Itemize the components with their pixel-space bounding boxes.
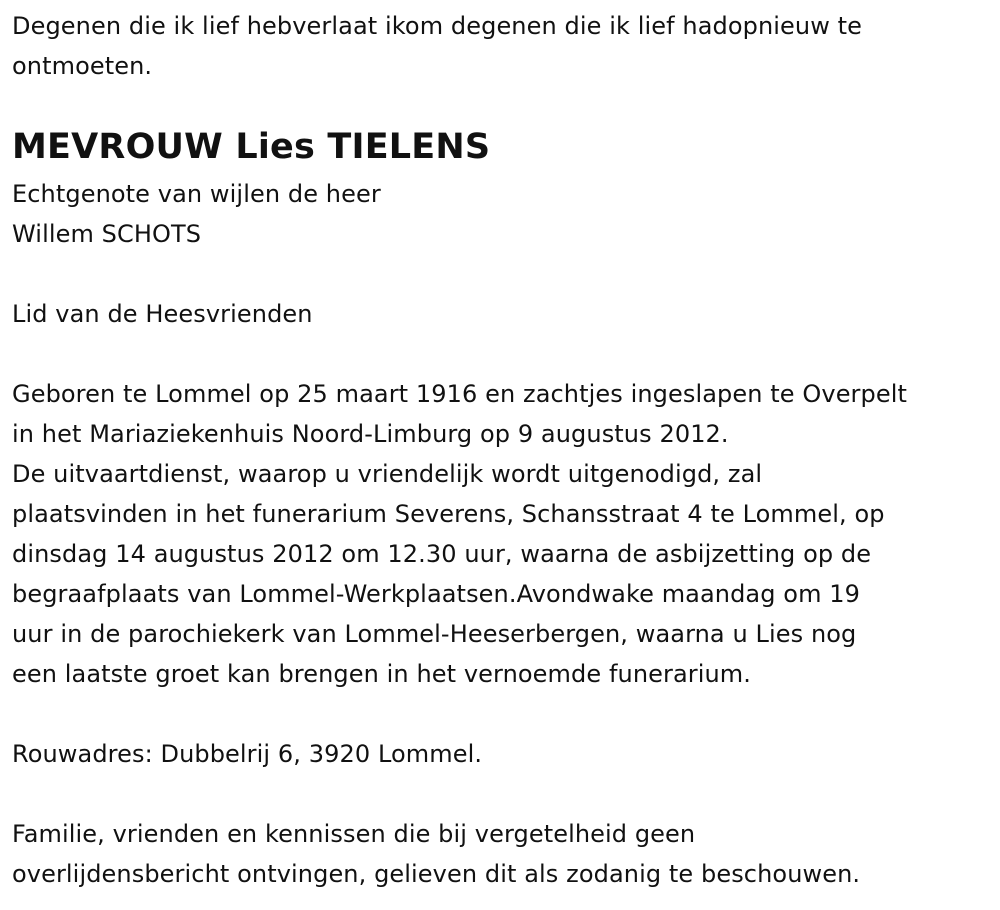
intro-line: Degenen die ik lief hebverlaat ikom degenen die ik lief hadopnieuw te	[12, 12, 863, 40]
details-line: een laatste groet kan brengen in het vernoemde funerarium.	[12, 660, 752, 688]
details-line: begraafplaats van Lommel-Werkplaatsen.Avondwake maandag om 19	[12, 580, 861, 608]
membership: Lid van de Heesvrienden	[12, 300, 313, 328]
spouse-line: Willem SCHOTS	[12, 220, 202, 248]
mourning-address: Rouwadres: Dubbelrij 6, 3920 Lommel.	[12, 740, 483, 768]
spouse-info	[12, 174, 381, 254]
family-line: overlijdensbericht ontvingen, gelieven dit als zodanig te beschouwen.	[12, 860, 861, 888]
details-line: De uitvaartdienst, waarop u vriendelijk wordt uitgenodigd, zal	[12, 460, 763, 488]
details-line: dinsdag 14 augustus 2012 om 12.30 uur, waarna de asbijzetting op de	[12, 540, 872, 568]
spouse-line: Echtgenote van wijlen de heer	[12, 180, 381, 208]
deceased-name: MEVROUW Lies TIELENS	[12, 127, 491, 167]
details-line: uur in de parochiekerk van Lommel-Heeserbergen, waarna u Lies nog	[12, 620, 857, 648]
intro-quote	[12, 6, 862, 86]
details-line: Geboren te Lommel op 25 maart 1916 en zachtjes ingeslapen te Overpelt	[12, 380, 908, 408]
details-paragraph	[12, 374, 907, 694]
intro-line: ontmoeten.	[12, 52, 153, 80]
family-notice	[12, 814, 860, 894]
details-line: in het Mariaziekenhuis Noord-Limburg op 9 augustus 2012.	[12, 420, 729, 448]
family-line: Familie, vrienden en kennissen die bij vergetelheid geen	[12, 820, 696, 848]
details-line: plaatsvinden in het funerarium Severens, Schansstraat 4 te Lommel, op	[12, 500, 885, 528]
